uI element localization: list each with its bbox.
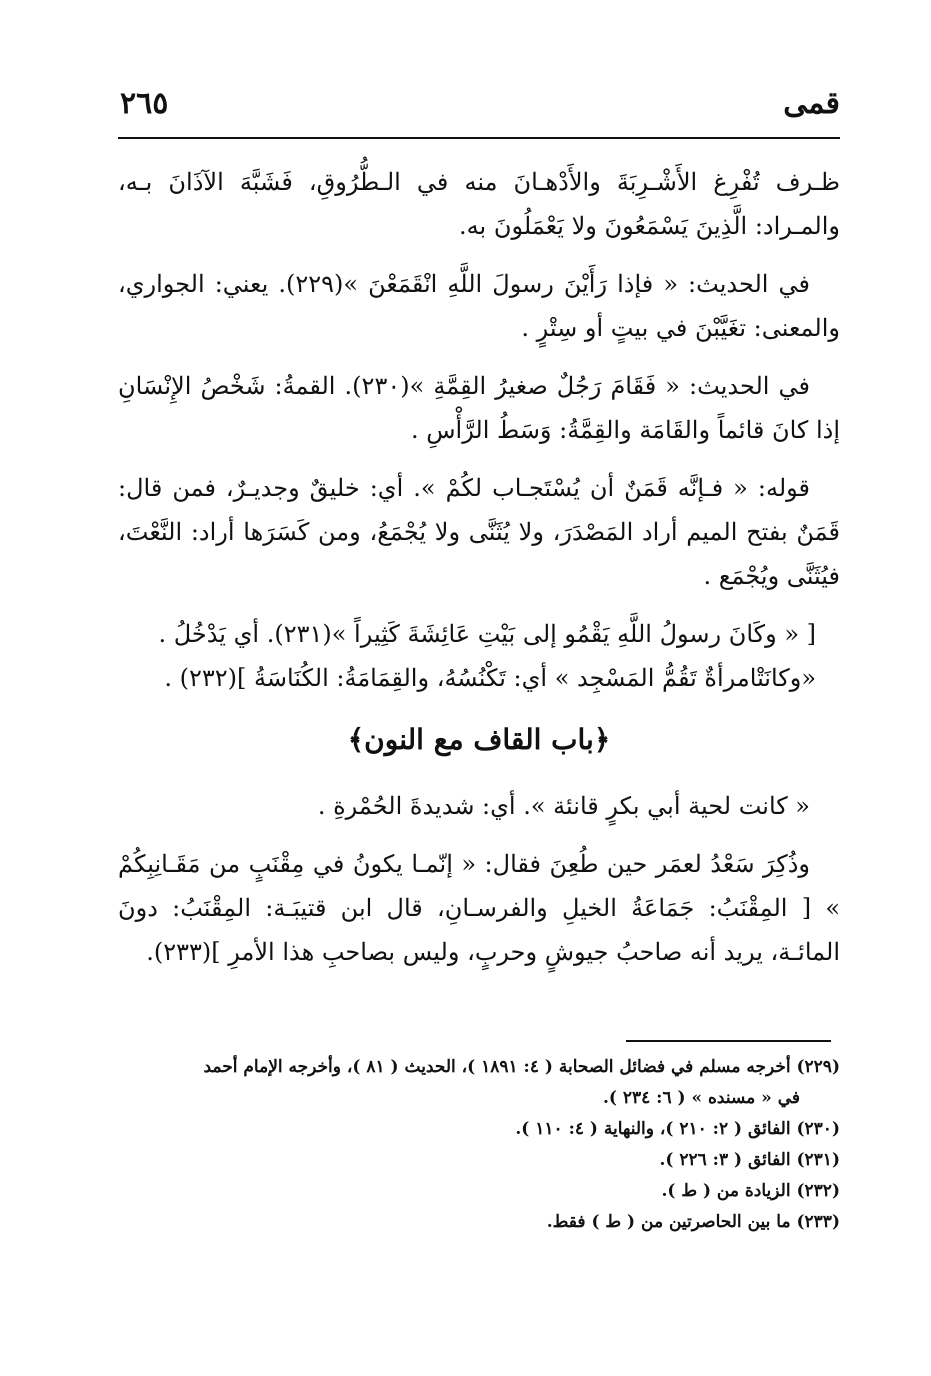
paragraph-2: في الحديث: « فإذا رَأَيْنَ رسولَ اللَّهِ انْقَمَعْنَ »(٢٢٩). يعني: الجواري، والمعنى: تغَيَّبْنَ في بيتٍ أو سِتْرٍ . xyxy=(118,270,840,342)
footnote-230: (٢٣٠) الفائق ( ٢: ٢١٠ )، والنهاية ( ٤: ١١٠ ). xyxy=(515,1119,840,1139)
footnote-229: (٢٢٩) أخرجه مسلم في فضائل الصحابة ( ٤: ١٨٩١ )، الحديث ( ٨١ )، وأخرجه الإمام أحمد xyxy=(203,1057,840,1077)
footnote-233: (٢٣٣) ما بين الحاصرتين من ( ط ) فقط. xyxy=(546,1212,840,1232)
footnotes xyxy=(118,1052,840,1238)
footnote-232: (٢٣٢) الزيادة من ( ط ). xyxy=(661,1181,840,1201)
section-heading: ﴿باب القاف مع النون﴾ xyxy=(347,723,611,756)
paragraph-6: وذُكِرَ سَعْدُ لعمَر حين طُعِنَ فقال: « إنّمـا يكونُ في مِقْنَبٍ من مَقَـانِبِكُمْ » [ المِقْنَبُ: جَمَاعَةُ الخيلِ والفرسـانِ، قال ابن قتيبَـة: المِقْنَبُ: دونَ المائـة، يريد أنه صاحبُ جيوشٍ وحربٍ، وليس بصاحبِ هذا الأمرِ ](٢٣٣). xyxy=(118,850,840,966)
page-number: ٢٦٥ xyxy=(120,86,169,121)
footnote-231: (٢٣١) الفائق ( ٣: ٢٢٦ ). xyxy=(659,1150,840,1170)
header-rule xyxy=(118,137,840,139)
footnote-rule xyxy=(626,1040,831,1042)
footnote-229-continuation: في « مسنده » ( ٦: ٢٣٤ ). xyxy=(602,1088,800,1108)
paragraph-4: قوله: « فـإنَّه قَمَنٌ أن يُسْتَجـاب لكُمْ ». أي: خليقٌ وجديـرٌ، فمن قال: قَمَنٌ بفتح الميم أراد المَصْدَرَ، ولا يُثَنَّى ولا يُجْمَعُ، ومن كَسَرَها أراد: النَّعْتَ، فيُثَنَّى ويُجْمَع . xyxy=(118,474,840,590)
main-text xyxy=(118,160,840,988)
bracketed-line-2: «وكانَتْامرأةٌ تَقُمُّ المَسْجِد » أي: تَكْنُسُهُ، والقِمَامَةُ: الكُنَاسَةُ ](٢٣٢) . xyxy=(164,664,816,692)
paragraph-5: « كانت لحية أبي بكرٍ قانئة ». أي: شديدةَ الحُمْرةِ . xyxy=(317,792,810,820)
paragraph-3: في الحديث: « فَقَامَ رَجُلٌ صغيرُ القِمَّةِ »(٢٣٠). القمةُ: شَخْصُ الإِنْسَانِ إذا كانَ قائماً والقَامَة والقِمَّةُ: وَسَطُ الرَّأْسِ . xyxy=(118,372,840,444)
paragraph-1: ظـرف تُفْرِغ الأَشْـرِبَةَ والأَدْهـانَ منه في الـطُّرُوقِ، فَشَبَّهَ الآذَانَ بـه، والمـراد: الَّذِينَ يَسْمَعُونَ ولا يَعْمَلُونَ به. xyxy=(118,168,840,240)
bracketed-line-1: [ « وكَانَ رسولُ اللَّهِ يَقْمُو إلى بَيْتِ عَائِشَةَ كَثِيراً »(٢٣١). أي يَدْخُلُ . xyxy=(158,620,816,648)
bracketed-addition xyxy=(118,612,840,700)
running-head: قمى xyxy=(783,86,840,121)
page-header xyxy=(120,80,840,130)
